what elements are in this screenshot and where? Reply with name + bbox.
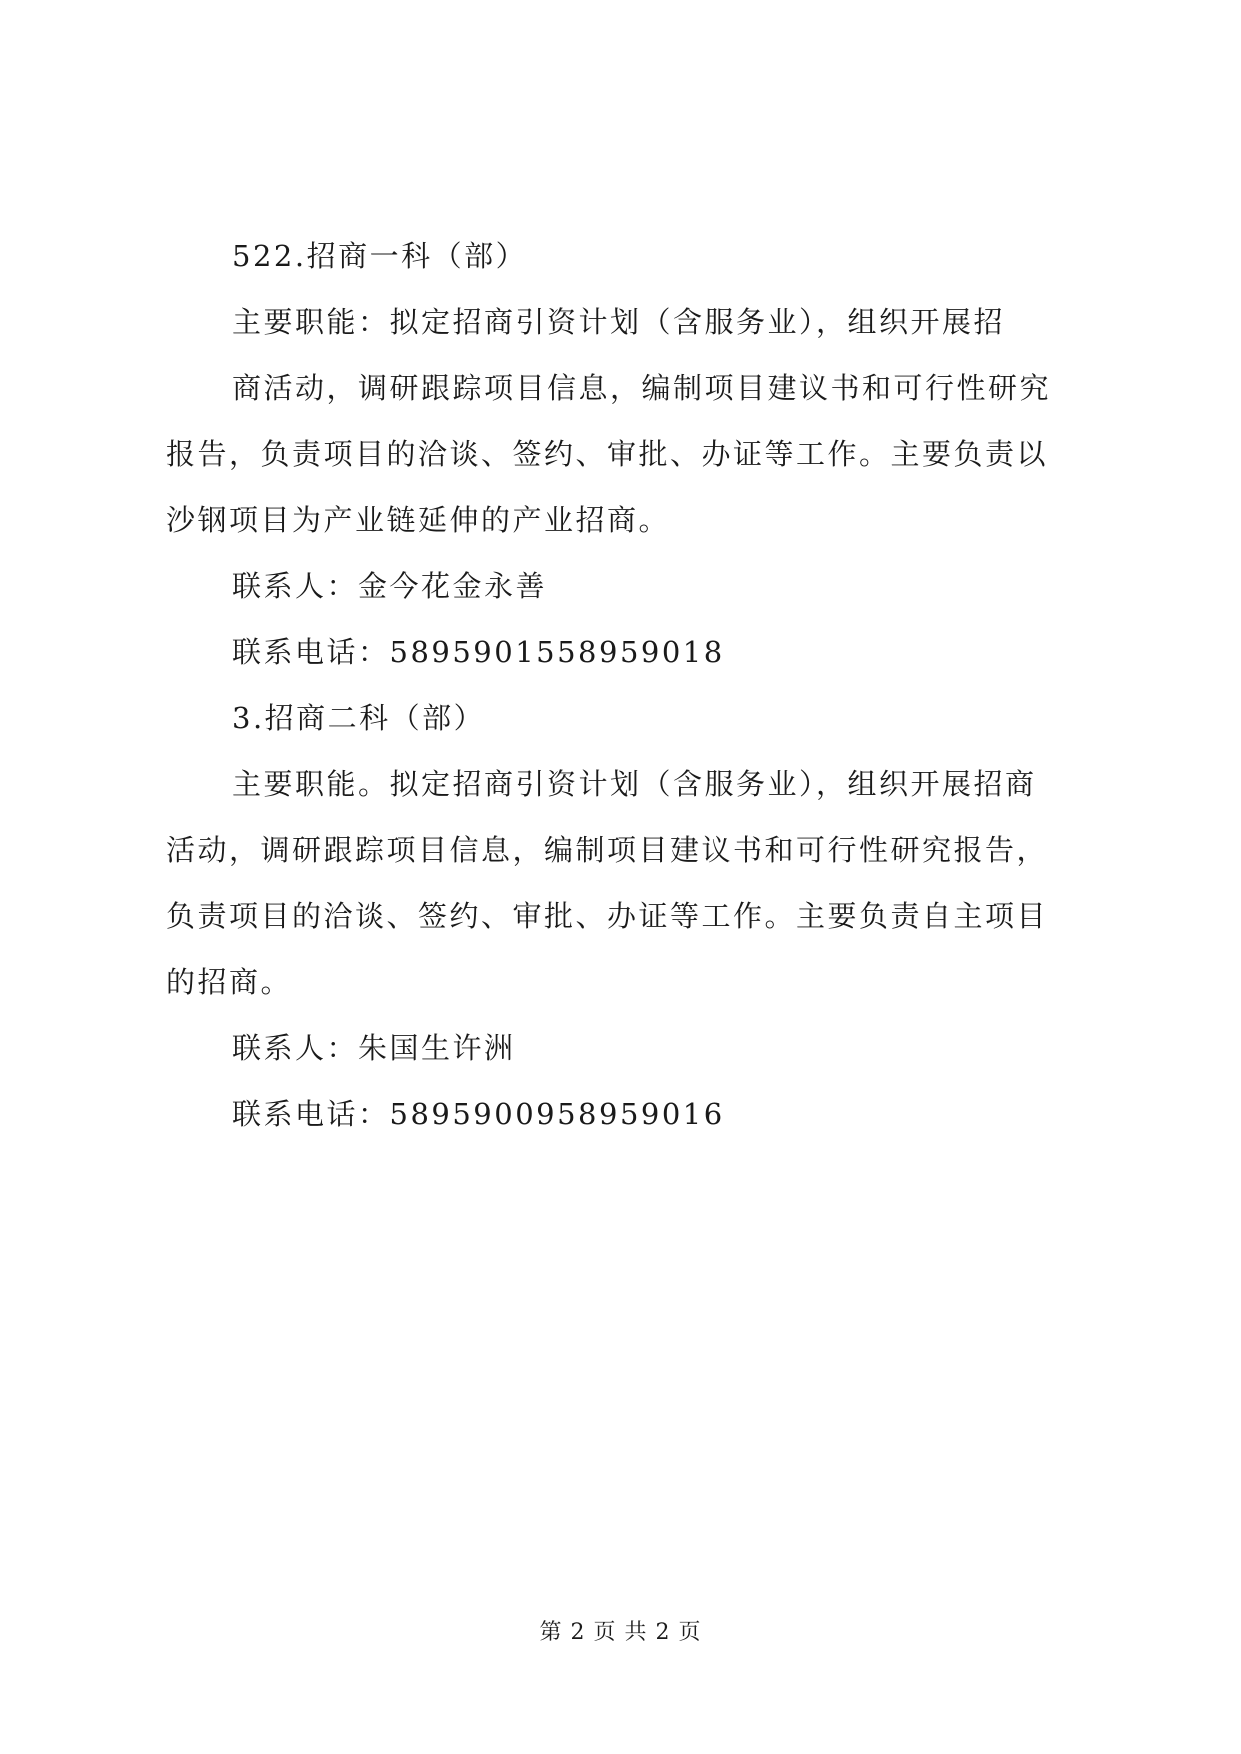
section2-phone: 联系电话：5895900958959016 bbox=[232, 1097, 725, 1131]
section2-duty-line-3: 负责项目的洽谈、签约、审批、办证等工作。主要负责自主项目 bbox=[166, 899, 1049, 933]
section1-duty-line-3: 报告，负责项目的洽谈、签约、审批、办证等工作。主要负责以 bbox=[166, 437, 1049, 471]
section1-duty-line-2: 商活动，调研跟踪项目信息，编制项目建议书和可行性研究 bbox=[232, 371, 1052, 405]
section1-heading: 522.招商一科（部） bbox=[232, 239, 528, 273]
page-footer: 第 2 页 共 2 页 bbox=[539, 1620, 702, 1645]
section1-duty-line-1: 主要职能：拟定招商引资计划（含服务业），组织开展招 bbox=[232, 305, 1006, 339]
section2-duty-line-4: 的招商。 bbox=[166, 965, 293, 999]
section2-heading: 3.招商二科（部） bbox=[232, 701, 486, 735]
section1-phone: 联系电话：58959015589590​18 bbox=[232, 635, 725, 669]
section1-duty-line-4: 沙钢项目为产业链延伸的产业招商。 bbox=[166, 503, 671, 537]
section2-contact: 联系人：朱国生许洲 bbox=[232, 1031, 516, 1065]
section2-duty-line-1: 主要职能。拟定招商引资计划（含服务业），组织开展招商 bbox=[232, 767, 1037, 801]
section2-duty-line-2: 活动，调研跟踪项目信息，编制项目建议书和可行性研究报告， bbox=[166, 833, 1049, 867]
section1-contact: 联系人：金今花金永善 bbox=[232, 569, 548, 603]
